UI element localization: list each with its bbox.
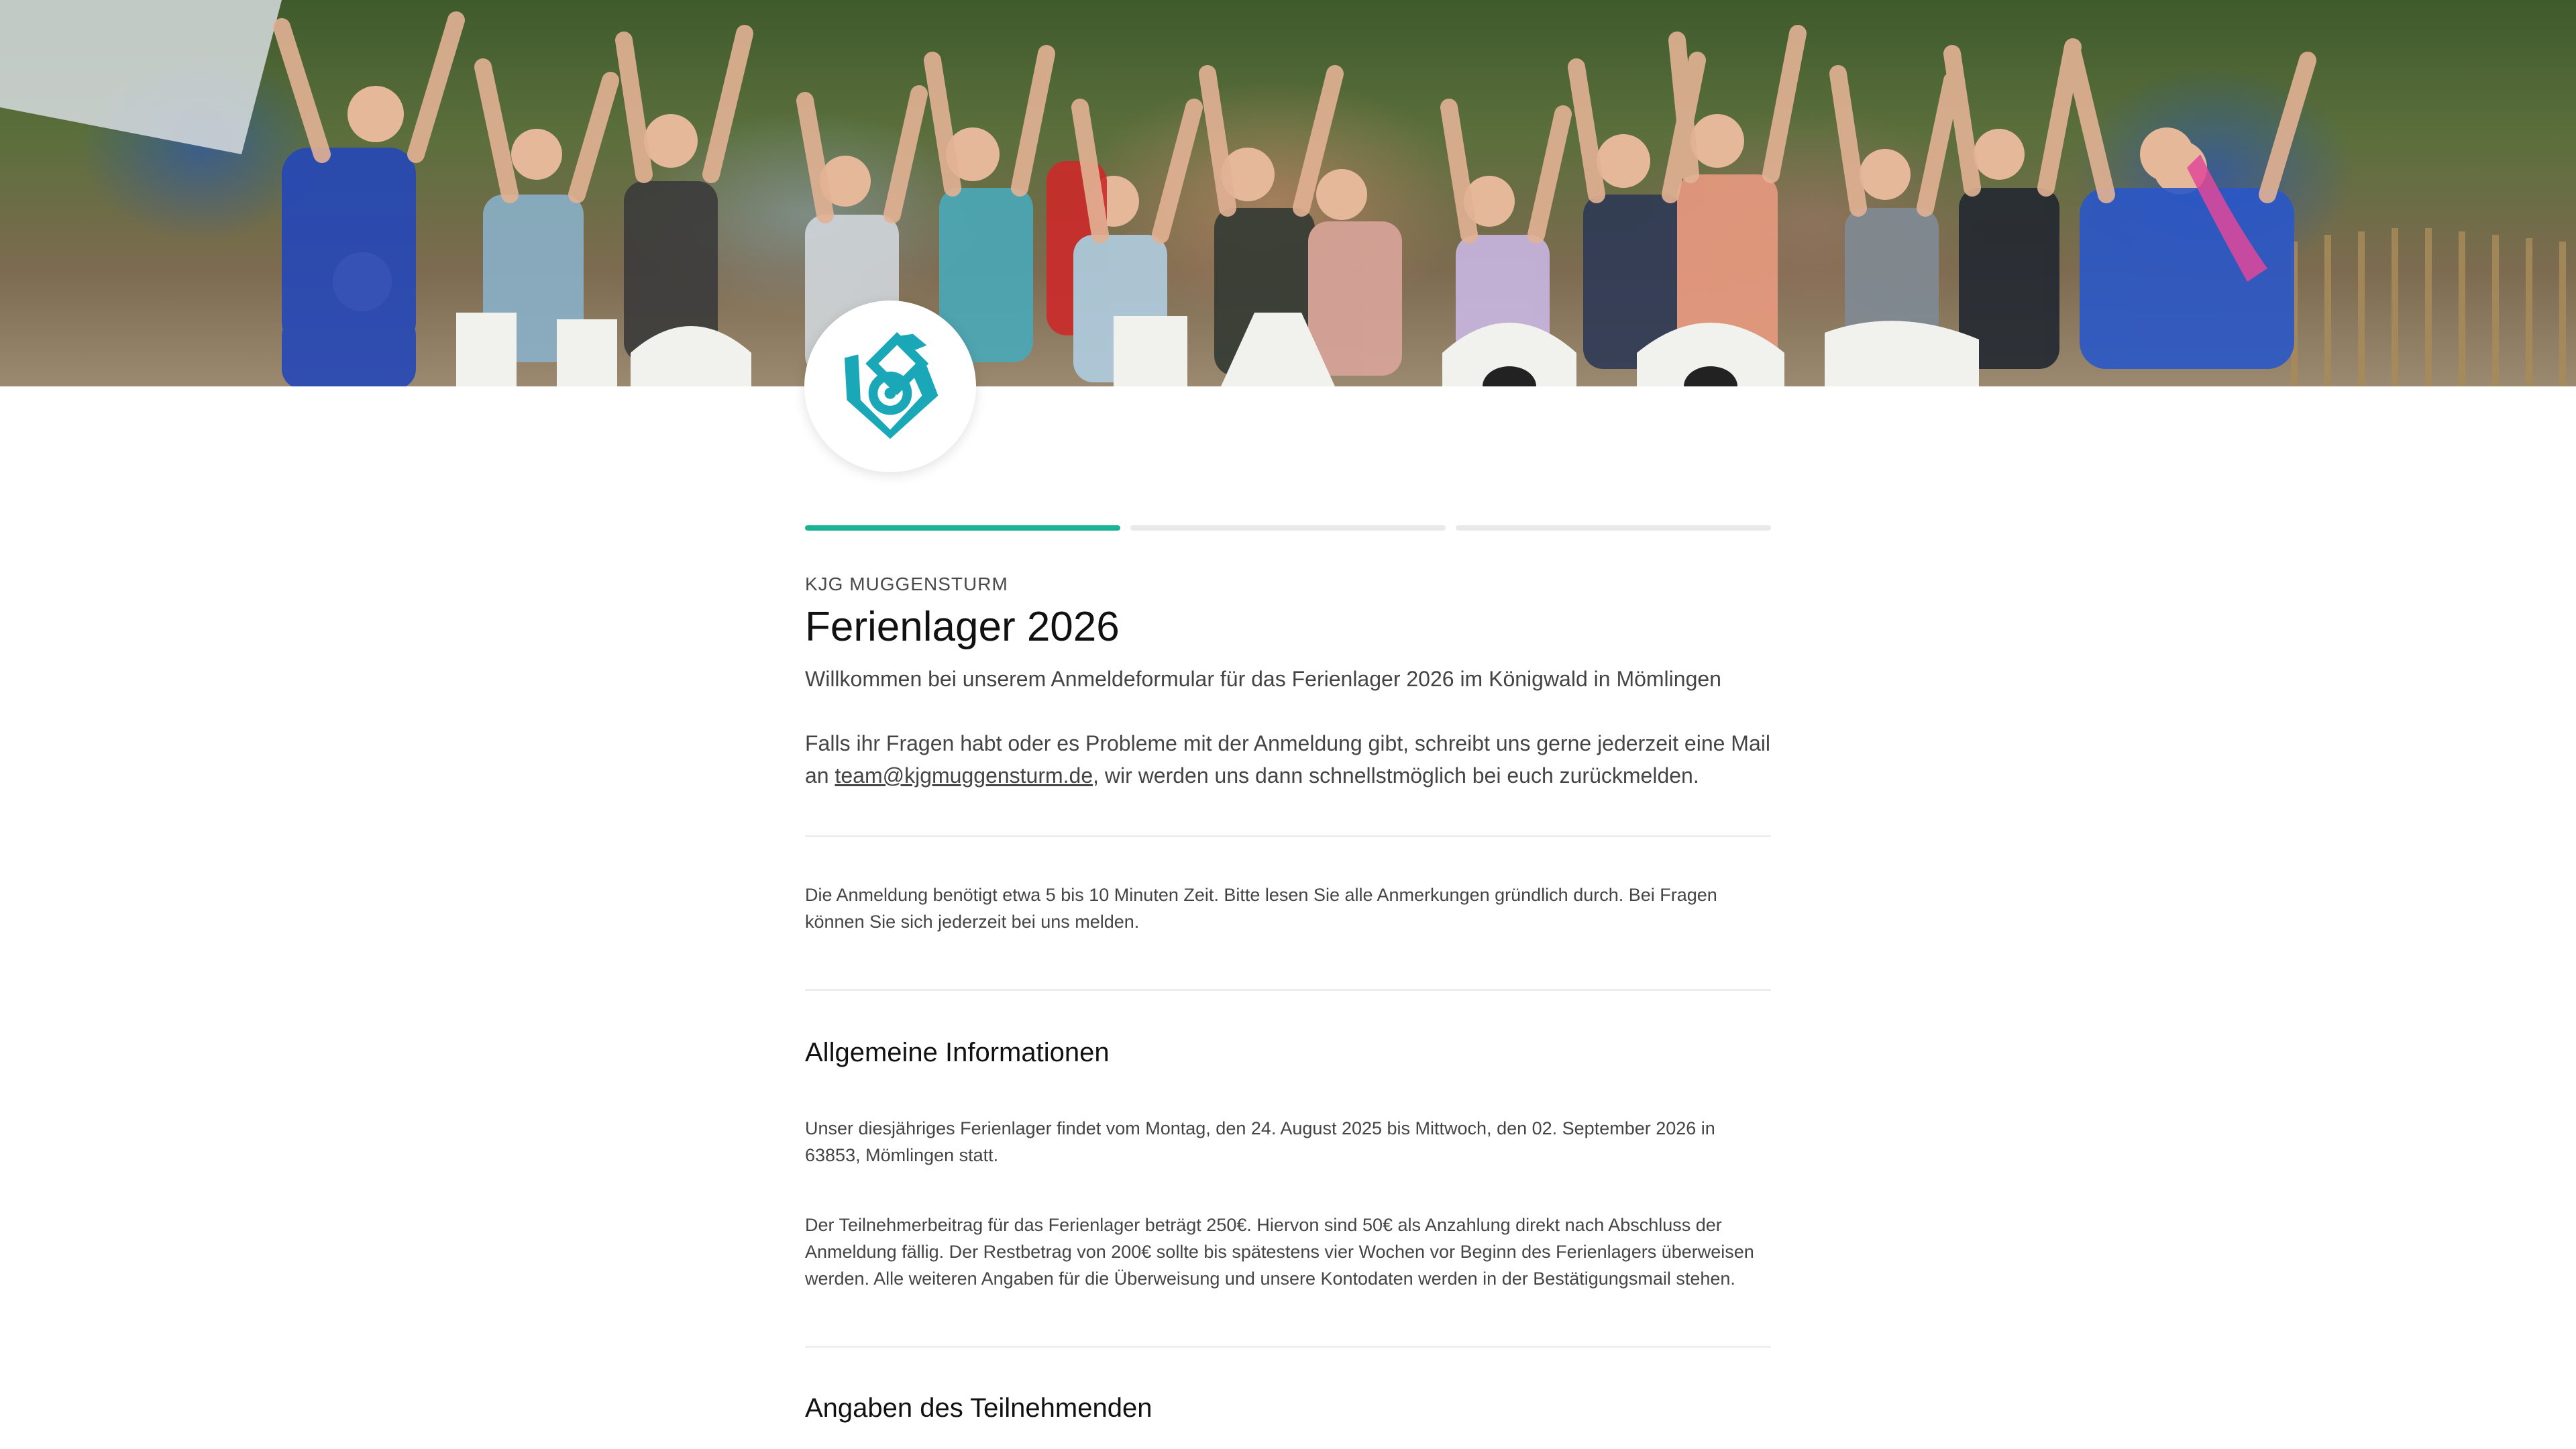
general-info-dates: Unser diesjähriges Ferienlager findet vom Montag, den 24. August 2025 bis Mittwoch, den 02. September 2026 in 63853, Mömlingen statt. <box>805 1118 1715 1165</box>
form-progress-bar <box>805 525 1771 531</box>
contact-email-link[interactable]: team@kjgmuggensturm.de <box>835 763 1093 788</box>
kjg-logo-icon <box>833 329 947 443</box>
hero-letter-blocks <box>0 306 2576 386</box>
intro-contact-text-end: , wir werden uns dann schnellstmöglich bei euch zurückmelden. <box>1093 763 1699 788</box>
intro-welcome: Willkommen bei unserem Anmeldeformular für das Ferienlager 2026 im Königwald in Mömlingen <box>805 667 1721 691</box>
general-info-fees: Der Teilnehmerbeitrag für das Ferienlager beträgt 250€. Hiervon sind 50€ als Anzahlung direkt nach Abschluss der Anmeldung fällig. Der Restbetrag von 200€ sollte bis spätestens vier Wochen vor Beginn des Ferienlagers überweisen werden. Alle weiteren Angaben für die Überweisung und unsere Kontodaten werden in der Bestätigungsmail stehen. <box>805 1215 1754 1289</box>
progress-step-1 <box>805 525 1120 531</box>
intro-contact-text: Falls ihr Fragen habt oder es Probleme mit der Anmeldung gibt, schreibt uns gerne jederzeit eine Mail an <box>805 731 1770 788</box>
organization-name: KJG MUGGENSTURM <box>805 574 1008 594</box>
progress-step-2 <box>1130 525 1446 531</box>
intro-contact <box>805 727 1771 792</box>
section-divider <box>805 835 1771 837</box>
section-divider <box>805 1346 1771 1348</box>
form-content <box>805 574 1771 1424</box>
section-heading-participant: Angaben des Teilnehmenden <box>805 1393 1152 1423</box>
hero-image <box>0 0 2576 386</box>
page-title: Ferienlager 2026 <box>805 604 1120 650</box>
section-heading-general: Allgemeine Informationen <box>805 1038 1110 1067</box>
progress-step-3 <box>1456 525 1771 531</box>
section-divider <box>805 989 1771 991</box>
organization-logo <box>804 301 976 472</box>
duration-notice: Die Anmeldung benötigt etwa 5 bis 10 Minuten Zeit. Bitte lesen Sie alle Anmerkungen gründlich durch. Bei Fragen können Sie sich jederzeit bei uns melden. <box>805 885 1717 932</box>
